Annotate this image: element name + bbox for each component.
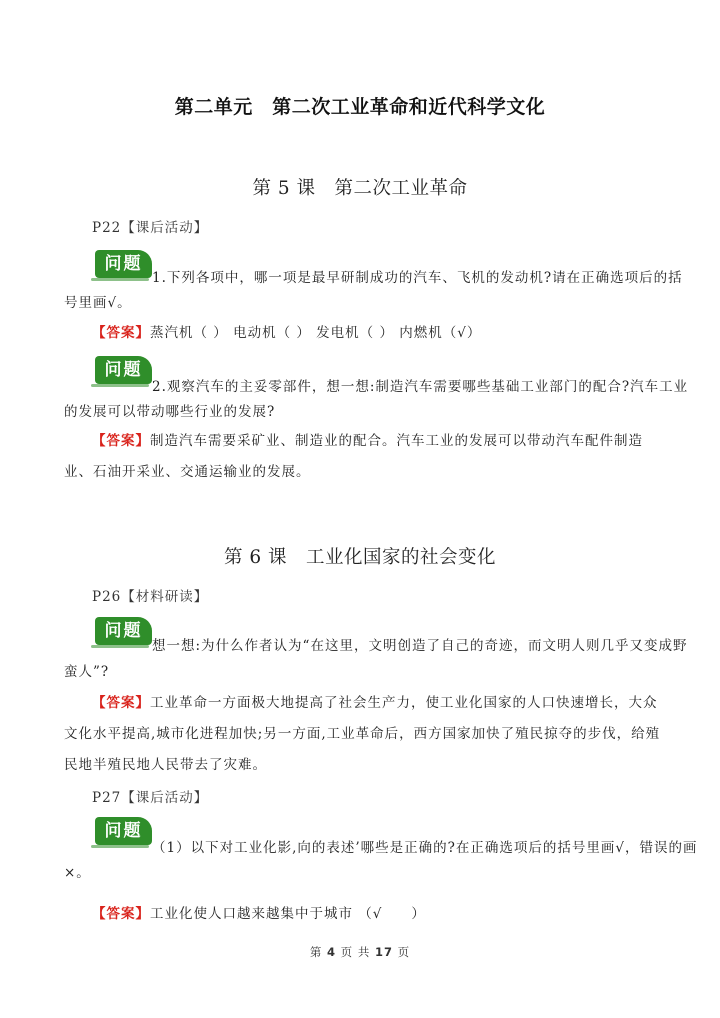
footer-middle: 页 共 <box>340 945 371 959</box>
answer-text: 工业化使人口越来越集中于城市 （√ ） <box>150 906 426 922</box>
lesson-6-answer-1 <box>64 688 664 781</box>
lesson-6-question-2-line-1: （1）以下对工业化影,向的表述’哪些是正确的?在正确选项后的括号里画√，错误的画 <box>152 840 698 856</box>
question-badge: 问题 <box>95 250 152 278</box>
lesson-6-question-1-line-2: 蛮人”? <box>64 664 110 680</box>
answer-label: 【答案】 <box>92 906 150 922</box>
lesson-5-answer-1 <box>64 318 664 349</box>
total-page-number: 17 <box>374 945 393 959</box>
lesson-6-answer-2 <box>64 899 664 930</box>
lesson-6-question-2-line-2: ×。 <box>64 865 91 881</box>
lesson-5-question-2-line-1: 2.观察汽车的主妥零部件，想一想:制造汽车需要哪些基础工业部门的配合?汽车工业 <box>152 379 689 395</box>
unit-title: 第二单元 第二次工业革命和近代科学文化 <box>174 96 546 118</box>
lesson-6-section-ref-1: P26【材料研读】 <box>92 589 209 605</box>
question-badge: 问题 <box>95 356 152 384</box>
answer-text: 工业革命一方面极大地提高了社会生产力，使工业化国家的人口快速增长，大众文化水平提高,城市化进程加快;另一方面,工业革命后，西方国家加快了殖民掠夺的步伐，给殖民地半殖民地人民带去了灾难。 <box>64 695 661 773</box>
page-footer <box>0 944 720 960</box>
footer-prefix: 第 <box>309 945 323 959</box>
question-badge: 问题 <box>95 617 152 645</box>
lesson-5-title: 第 5 课 第二次工业革命 <box>252 178 468 199</box>
footer-suffix: 页 <box>397 945 411 959</box>
answer-text: 蒸汽机（ ） 电动机（ ） 发电机（ ） 内燃机（√） <box>150 325 482 341</box>
lesson-5-answer-2 <box>64 426 664 488</box>
lesson-5-section-ref: P22【课后活动】 <box>92 220 209 236</box>
question-badge: 问题 <box>95 817 152 845</box>
lesson-5-question-1-line-2: 号里画√。 <box>64 295 132 311</box>
answer-text: 制造汽车需要采矿业、制造业的配合。汽车工业的发展可以带动汽车配件制造业、石油开采业、交通运输业的发展。 <box>64 433 643 480</box>
lesson-6-title: 第 6 课 工业化国家的社会变化 <box>223 547 497 568</box>
answer-label: 【答案】 <box>92 433 150 449</box>
answer-label: 【答案】 <box>92 695 150 711</box>
lesson-5-question-1-line-1: 1.下列各项中，哪一项是最早研制成功的汽车、飞机的发动机?请在正确选项后的括 <box>152 270 683 286</box>
lesson-6-question-1-line-1: 想一想:为什么作者认为“在这里，文明创造了自己的奇迹，而文明人则几乎又变成野 <box>152 638 688 654</box>
answer-label: 【答案】 <box>92 325 150 341</box>
lesson-5-question-2-line-2: 的发展可以带动哪些行业的发展? <box>64 404 276 420</box>
current-page-number: 4 <box>327 945 337 959</box>
lesson-6-section-ref-2: P27【课后活动】 <box>92 790 209 806</box>
